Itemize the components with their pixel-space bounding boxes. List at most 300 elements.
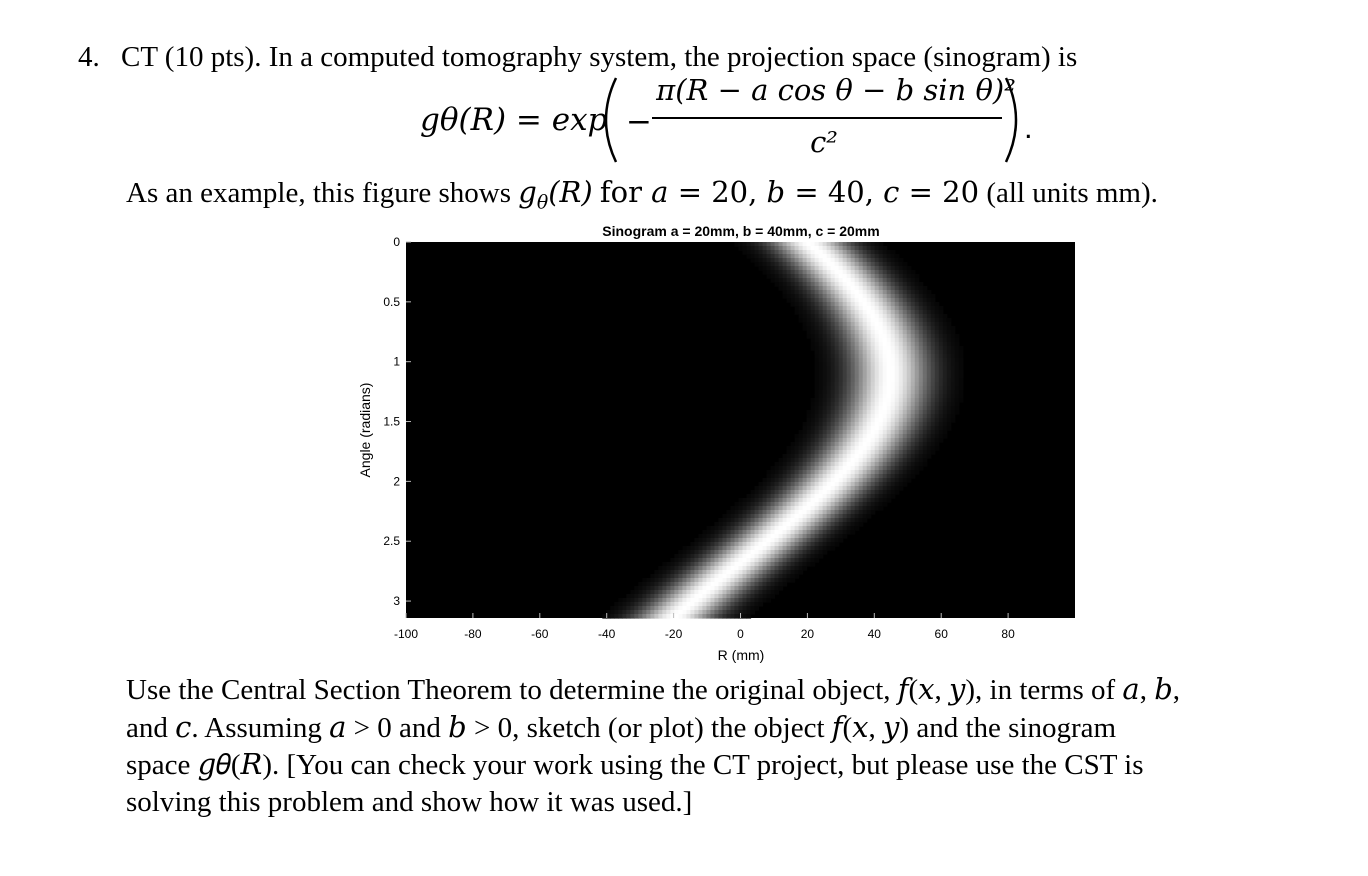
heatmap-cell xyxy=(811,274,816,279)
heatmap-cell xyxy=(839,294,844,299)
heatmap-cell xyxy=(903,454,908,459)
heatmap-cell xyxy=(734,578,739,583)
heatmap-cell xyxy=(726,582,731,587)
heatmap-cell xyxy=(883,494,888,499)
heatmap-cell xyxy=(839,454,844,459)
heatmap-cell xyxy=(807,454,812,459)
heatmap-cell xyxy=(795,462,800,467)
heatmap-cell xyxy=(823,526,828,531)
heatmap-cell xyxy=(927,378,932,383)
heatmap-cell xyxy=(871,406,876,411)
heatmap-cell xyxy=(883,318,888,323)
heatmap-cell xyxy=(919,298,924,303)
heatmap-cell xyxy=(835,350,840,355)
heatmap-cell xyxy=(851,426,856,431)
heatmap-cell xyxy=(919,302,924,307)
heatmap-cell xyxy=(835,306,840,311)
heatmap-cell xyxy=(863,302,868,307)
heatmap-cell xyxy=(883,502,888,507)
heatmap-cell xyxy=(702,574,707,579)
heatmap-cell xyxy=(759,514,764,519)
heatmap-cell xyxy=(751,534,756,539)
heatmap-cell xyxy=(887,486,892,491)
heatmap-cell xyxy=(811,282,816,287)
heatmap-cell xyxy=(827,382,832,387)
heatmap-cell xyxy=(939,374,944,379)
heatmap-cell xyxy=(795,570,800,575)
heatmap-cell xyxy=(767,550,772,555)
heatmap-cell xyxy=(803,534,808,539)
heatmap-cell xyxy=(883,310,888,315)
heatmap-cell xyxy=(851,530,856,535)
heatmap-cell xyxy=(662,598,667,603)
heatmap-cell xyxy=(767,246,772,251)
heatmap-cell xyxy=(807,434,812,439)
heatmap-cell xyxy=(626,594,631,599)
heatmap-cell xyxy=(827,446,832,451)
heatmap-cell xyxy=(650,594,655,599)
heatmap-cell xyxy=(755,514,760,519)
heatmap-cell xyxy=(811,450,816,455)
heatmap-cell xyxy=(795,566,800,571)
heatmap-cell xyxy=(815,282,820,287)
heatmap-cell xyxy=(779,486,784,491)
heatmap-cell xyxy=(875,366,880,371)
heatmap-cell xyxy=(674,578,679,583)
heatmap-cell xyxy=(823,362,828,367)
heatmap-cell xyxy=(795,478,800,483)
heatmap-cell xyxy=(722,610,727,615)
heatmap-cell xyxy=(879,434,884,439)
heatmap-cell xyxy=(951,358,956,363)
heatmap-cell xyxy=(835,378,840,383)
heatmap-cell xyxy=(751,562,756,567)
heatmap-cell xyxy=(915,290,920,295)
heatmap-cell xyxy=(827,434,832,439)
heatmap-cell xyxy=(843,414,848,419)
heatmap-cell xyxy=(787,522,792,527)
heatmap-cell xyxy=(863,482,868,487)
heatmap-cell xyxy=(811,314,816,319)
heatmap-cell xyxy=(662,602,667,607)
heatmap-cell xyxy=(891,282,896,287)
body-line-1: Use the Central Section Theorem to determine the original object, 𝑓(𝑥, 𝑦), in terms of 𝑎, 𝑏, xyxy=(126,674,1181,706)
heatmap-cell xyxy=(767,242,772,247)
heatmap-cell xyxy=(879,418,884,423)
heatmap-cell xyxy=(907,454,912,459)
heatmap-cell xyxy=(943,338,948,343)
heatmap-cell xyxy=(843,530,848,535)
heatmap-cell xyxy=(887,266,892,271)
heatmap-cell xyxy=(831,342,836,347)
heatmap-cell xyxy=(887,302,892,307)
heatmap-cell xyxy=(690,602,695,607)
heatmap-cell xyxy=(915,330,920,335)
heatmap-cell xyxy=(702,550,707,555)
heatmap-cell xyxy=(807,286,812,291)
heatmap-cell xyxy=(799,310,804,315)
heatmap-cell xyxy=(887,482,892,487)
heatmap-cell xyxy=(907,350,912,355)
heatmap-cell xyxy=(851,270,856,275)
heatmap-cell xyxy=(955,386,960,391)
heatmap-cell xyxy=(859,338,864,343)
heatmap-cell xyxy=(670,570,675,575)
heatmap-cell xyxy=(638,598,643,603)
heatmap-cell xyxy=(903,286,908,291)
heatmap-cell xyxy=(859,334,864,339)
heatmap-cell xyxy=(851,506,856,511)
heatmap-cell xyxy=(887,338,892,343)
heatmap-cell xyxy=(859,482,864,487)
heatmap-cell xyxy=(815,354,820,359)
heatmap-cell xyxy=(911,382,916,387)
heatmap-cell xyxy=(702,594,707,599)
heatmap-cell xyxy=(755,250,760,255)
heatmap-cell xyxy=(855,526,860,531)
heatmap-cell xyxy=(875,506,880,511)
heatmap-cell xyxy=(943,314,948,319)
heatmap-cell xyxy=(887,286,892,291)
heatmap-cell xyxy=(907,398,912,403)
heatmap-cell xyxy=(871,362,876,367)
heatmap-cell xyxy=(795,250,800,255)
heatmap-cell xyxy=(863,462,868,467)
heatmap-cell xyxy=(947,374,952,379)
heatmap-cell xyxy=(682,558,687,563)
heatmap-cell xyxy=(686,554,691,559)
heatmap-cell xyxy=(859,522,864,527)
heatmap-cell xyxy=(855,390,860,395)
sinogram-figure xyxy=(350,222,1090,667)
heatmap-cell xyxy=(823,398,828,403)
heatmap-cell xyxy=(923,454,928,459)
heatmap-cell xyxy=(783,582,788,587)
heatmap-cell xyxy=(730,590,735,595)
heatmap-cell xyxy=(887,430,892,435)
heatmap-cell xyxy=(883,398,888,403)
heatmap-cell xyxy=(734,602,739,607)
heatmap-cell xyxy=(682,614,687,619)
heatmap-cell xyxy=(811,558,816,563)
heatmap-cell xyxy=(815,426,820,431)
heatmap-cell xyxy=(779,266,784,271)
heatmap-cell xyxy=(855,354,860,359)
heatmap-cell xyxy=(694,538,699,543)
heatmap-cell xyxy=(755,598,760,603)
heatmap-cell xyxy=(935,398,940,403)
heatmap-cell xyxy=(835,494,840,499)
heatmap-cell xyxy=(807,262,812,267)
heatmap-cell xyxy=(823,502,828,507)
heatmap-cell xyxy=(899,362,904,367)
heatmap-cell xyxy=(831,438,836,443)
heatmap-cell xyxy=(947,410,952,415)
heatmap-cell xyxy=(819,518,824,523)
heatmap-cell xyxy=(787,282,792,287)
heatmap-cell xyxy=(763,598,768,603)
heatmap-cell xyxy=(899,406,904,411)
heatmap-cell xyxy=(827,530,832,535)
heatmap-cell xyxy=(847,366,852,371)
heatmap-cell xyxy=(867,470,872,475)
heatmap-cell xyxy=(859,342,864,347)
heatmap-cell xyxy=(827,414,832,419)
heatmap-cell xyxy=(815,482,820,487)
heatmap-cell xyxy=(815,314,820,319)
heatmap-cell xyxy=(955,342,960,347)
heatmap-cell xyxy=(899,374,904,379)
heatmap-cell xyxy=(935,378,940,383)
heatmap-cell xyxy=(803,286,808,291)
heatmap-cell xyxy=(891,366,896,371)
heatmap-cell xyxy=(791,538,796,543)
heatmap-cell xyxy=(851,398,856,403)
heatmap-cell xyxy=(702,578,707,583)
heatmap-cell xyxy=(863,498,868,503)
heatmap-cell xyxy=(771,258,776,263)
heatmap-cell xyxy=(763,542,768,547)
heatmap-cell xyxy=(883,470,888,475)
heatmap-cell xyxy=(915,322,920,327)
heatmap-cell xyxy=(831,466,836,471)
heatmap-cell xyxy=(730,506,735,511)
heatmap-cell xyxy=(879,450,884,455)
heatmap-cell xyxy=(923,422,928,427)
heatmap-cell xyxy=(819,286,824,291)
heatmap-cell xyxy=(947,334,952,339)
heatmap-cell xyxy=(927,358,932,363)
heatmap-cell xyxy=(847,410,852,415)
heatmap-cell xyxy=(911,358,916,363)
heatmap-cell xyxy=(923,306,928,311)
heatmap-cell xyxy=(819,494,824,499)
heatmap-cell xyxy=(739,558,744,563)
heatmap-cell xyxy=(755,506,760,511)
heatmap-cell xyxy=(867,498,872,503)
heatmap-cell xyxy=(855,430,860,435)
heatmap-cell xyxy=(618,606,623,611)
heatmap-cell xyxy=(795,482,800,487)
heatmap-cell xyxy=(899,462,904,467)
heatmap-cell xyxy=(630,598,635,603)
heatmap-cell xyxy=(791,518,796,523)
heatmap-cell xyxy=(831,266,836,271)
heatmap-cell xyxy=(875,362,880,367)
heatmap-cell xyxy=(807,330,812,335)
heatmap-cell xyxy=(807,250,812,255)
heatmap-cell xyxy=(726,598,731,603)
heatmap-cell xyxy=(823,346,828,351)
heatmap-cell xyxy=(863,242,868,247)
heatmap-cell xyxy=(763,498,768,503)
heatmap-cell xyxy=(710,546,715,551)
heatmap-cell xyxy=(919,366,924,371)
heatmap-cell xyxy=(694,554,699,559)
heatmap-cell xyxy=(702,558,707,563)
heatmap-cell xyxy=(706,590,711,595)
heatmap-cell xyxy=(698,586,703,591)
heatmap-cell xyxy=(787,446,792,451)
heatmap-cell xyxy=(863,338,868,343)
heatmap-cell xyxy=(650,574,655,579)
heatmap-cell xyxy=(823,326,828,331)
heatmap-cell xyxy=(771,242,776,247)
heatmap-cell xyxy=(694,594,699,599)
heatmap-cell xyxy=(903,394,908,399)
heatmap-cell xyxy=(919,334,924,339)
heatmap-cell xyxy=(895,258,900,263)
heatmap-cell xyxy=(843,314,848,319)
heatmap-cell xyxy=(907,470,912,475)
heatmap-cell xyxy=(939,306,944,311)
heatmap-cell xyxy=(871,266,876,271)
heatmap-cell xyxy=(638,614,643,619)
heatmap-cell xyxy=(923,450,928,455)
heatmap-cell xyxy=(903,418,908,423)
heatmap-cell xyxy=(803,242,808,247)
heatmap-cell xyxy=(771,518,776,523)
heatmap-cell xyxy=(714,606,719,611)
heatmap-cell xyxy=(815,454,820,459)
heatmap-cell xyxy=(883,298,888,303)
heatmap-cell xyxy=(859,362,864,367)
heatmap-cell xyxy=(726,550,731,555)
heatmap-cell xyxy=(863,502,868,507)
heatmap-cell xyxy=(783,246,788,251)
heatmap-cell xyxy=(739,574,744,579)
heatmap-cell xyxy=(827,346,832,351)
heatmap-cell xyxy=(915,286,920,291)
heatmap-cell xyxy=(783,474,788,479)
heatmap-cell xyxy=(843,254,848,259)
heatmap-cell xyxy=(694,602,699,607)
heatmap-cell xyxy=(819,378,824,383)
heatmap-cell xyxy=(839,426,844,431)
heatmap-cell xyxy=(927,350,932,355)
heatmap-cell xyxy=(899,366,904,371)
heatmap-cell xyxy=(895,426,900,431)
heatmap-cell xyxy=(815,530,820,535)
heatmap-cell xyxy=(835,510,840,515)
heatmap-cell xyxy=(739,578,744,583)
heatmap-cell xyxy=(815,510,820,515)
heatmap-cell xyxy=(678,614,683,619)
heatmap-cell xyxy=(827,354,832,359)
heatmap-cell xyxy=(799,250,804,255)
heatmap-cell xyxy=(791,534,796,539)
heatmap-cell xyxy=(775,550,780,555)
heatmap-cell xyxy=(859,326,864,331)
heatmap-cell xyxy=(690,610,695,615)
heatmap-cell xyxy=(839,402,844,407)
heatmap-cell xyxy=(831,510,836,515)
heatmap-cell xyxy=(911,466,916,471)
heatmap-cell xyxy=(955,350,960,355)
heatmap-cell xyxy=(755,554,760,559)
heatmap-cell xyxy=(867,318,872,323)
heatmap-cell xyxy=(851,458,856,463)
heatmap-cell xyxy=(943,414,948,419)
heatmap-cell xyxy=(739,530,744,535)
heatmap-cell xyxy=(907,274,912,279)
heatmap-cell xyxy=(863,494,868,499)
heatmap-cell xyxy=(827,398,832,403)
heatmap-cell xyxy=(823,270,828,275)
heatmap-cell xyxy=(819,250,824,255)
heatmap-cell xyxy=(835,410,840,415)
heatmap-cell xyxy=(903,330,908,335)
heatmap-cell xyxy=(899,386,904,391)
heatmap-cell xyxy=(835,530,840,535)
heatmap-cell xyxy=(815,446,820,451)
heatmap-cell xyxy=(903,410,908,415)
heatmap-cell xyxy=(783,462,788,467)
heatmap-cell xyxy=(807,538,812,543)
heatmap-cell xyxy=(783,458,788,463)
heatmap-cell xyxy=(811,454,816,459)
heatmap-cell xyxy=(815,498,820,503)
heatmap-cell xyxy=(923,346,928,351)
heatmap-cell xyxy=(899,274,904,279)
heatmap-cell xyxy=(811,334,816,339)
heatmap-cell xyxy=(726,534,731,539)
heatmap-cell xyxy=(891,286,896,291)
heatmap-cell xyxy=(722,614,727,619)
heatmap-cell xyxy=(931,342,936,347)
heatmap-cell xyxy=(895,354,900,359)
heatmap-cell xyxy=(670,586,675,591)
heatmap-cell xyxy=(807,294,812,299)
heatmap-cell xyxy=(955,362,960,367)
heatmap-cell xyxy=(831,278,836,283)
heatmap-cell xyxy=(863,430,868,435)
heatmap-cell xyxy=(779,282,784,287)
heatmap-cell xyxy=(895,382,900,387)
heatmap-cell xyxy=(811,338,816,343)
heatmap-cell xyxy=(851,362,856,367)
heatmap-cell xyxy=(907,322,912,327)
heatmap-cell xyxy=(831,246,836,251)
heatmap-cell xyxy=(887,258,892,263)
heatmap-cell xyxy=(767,250,772,255)
heatmap-cell xyxy=(835,246,840,251)
heatmap-cell xyxy=(847,338,852,343)
heatmap-cell xyxy=(951,402,956,407)
heatmap-cell xyxy=(871,326,876,331)
heatmap-cell xyxy=(871,246,876,251)
heatmap-cell xyxy=(823,262,828,267)
heatmap-cell xyxy=(755,590,760,595)
heatmap-cell xyxy=(851,482,856,487)
heatmap-cell xyxy=(855,274,860,279)
heatmap-cell xyxy=(747,570,752,575)
heatmap-cell xyxy=(811,262,816,267)
heatmap-cell xyxy=(931,366,936,371)
heatmap-cell xyxy=(871,382,876,387)
heatmap-cell xyxy=(887,390,892,395)
heatmap-cell xyxy=(883,258,888,263)
heatmap-cell xyxy=(799,554,804,559)
heatmap-cell xyxy=(831,374,836,379)
heatmap-cell xyxy=(863,350,868,355)
heatmap-cell xyxy=(859,446,864,451)
heatmap-cell xyxy=(831,358,836,363)
heatmap-cell xyxy=(783,270,788,275)
heatmap-cell xyxy=(931,450,936,455)
heatmap-cell xyxy=(706,574,711,579)
heatmap-cell xyxy=(803,258,808,263)
